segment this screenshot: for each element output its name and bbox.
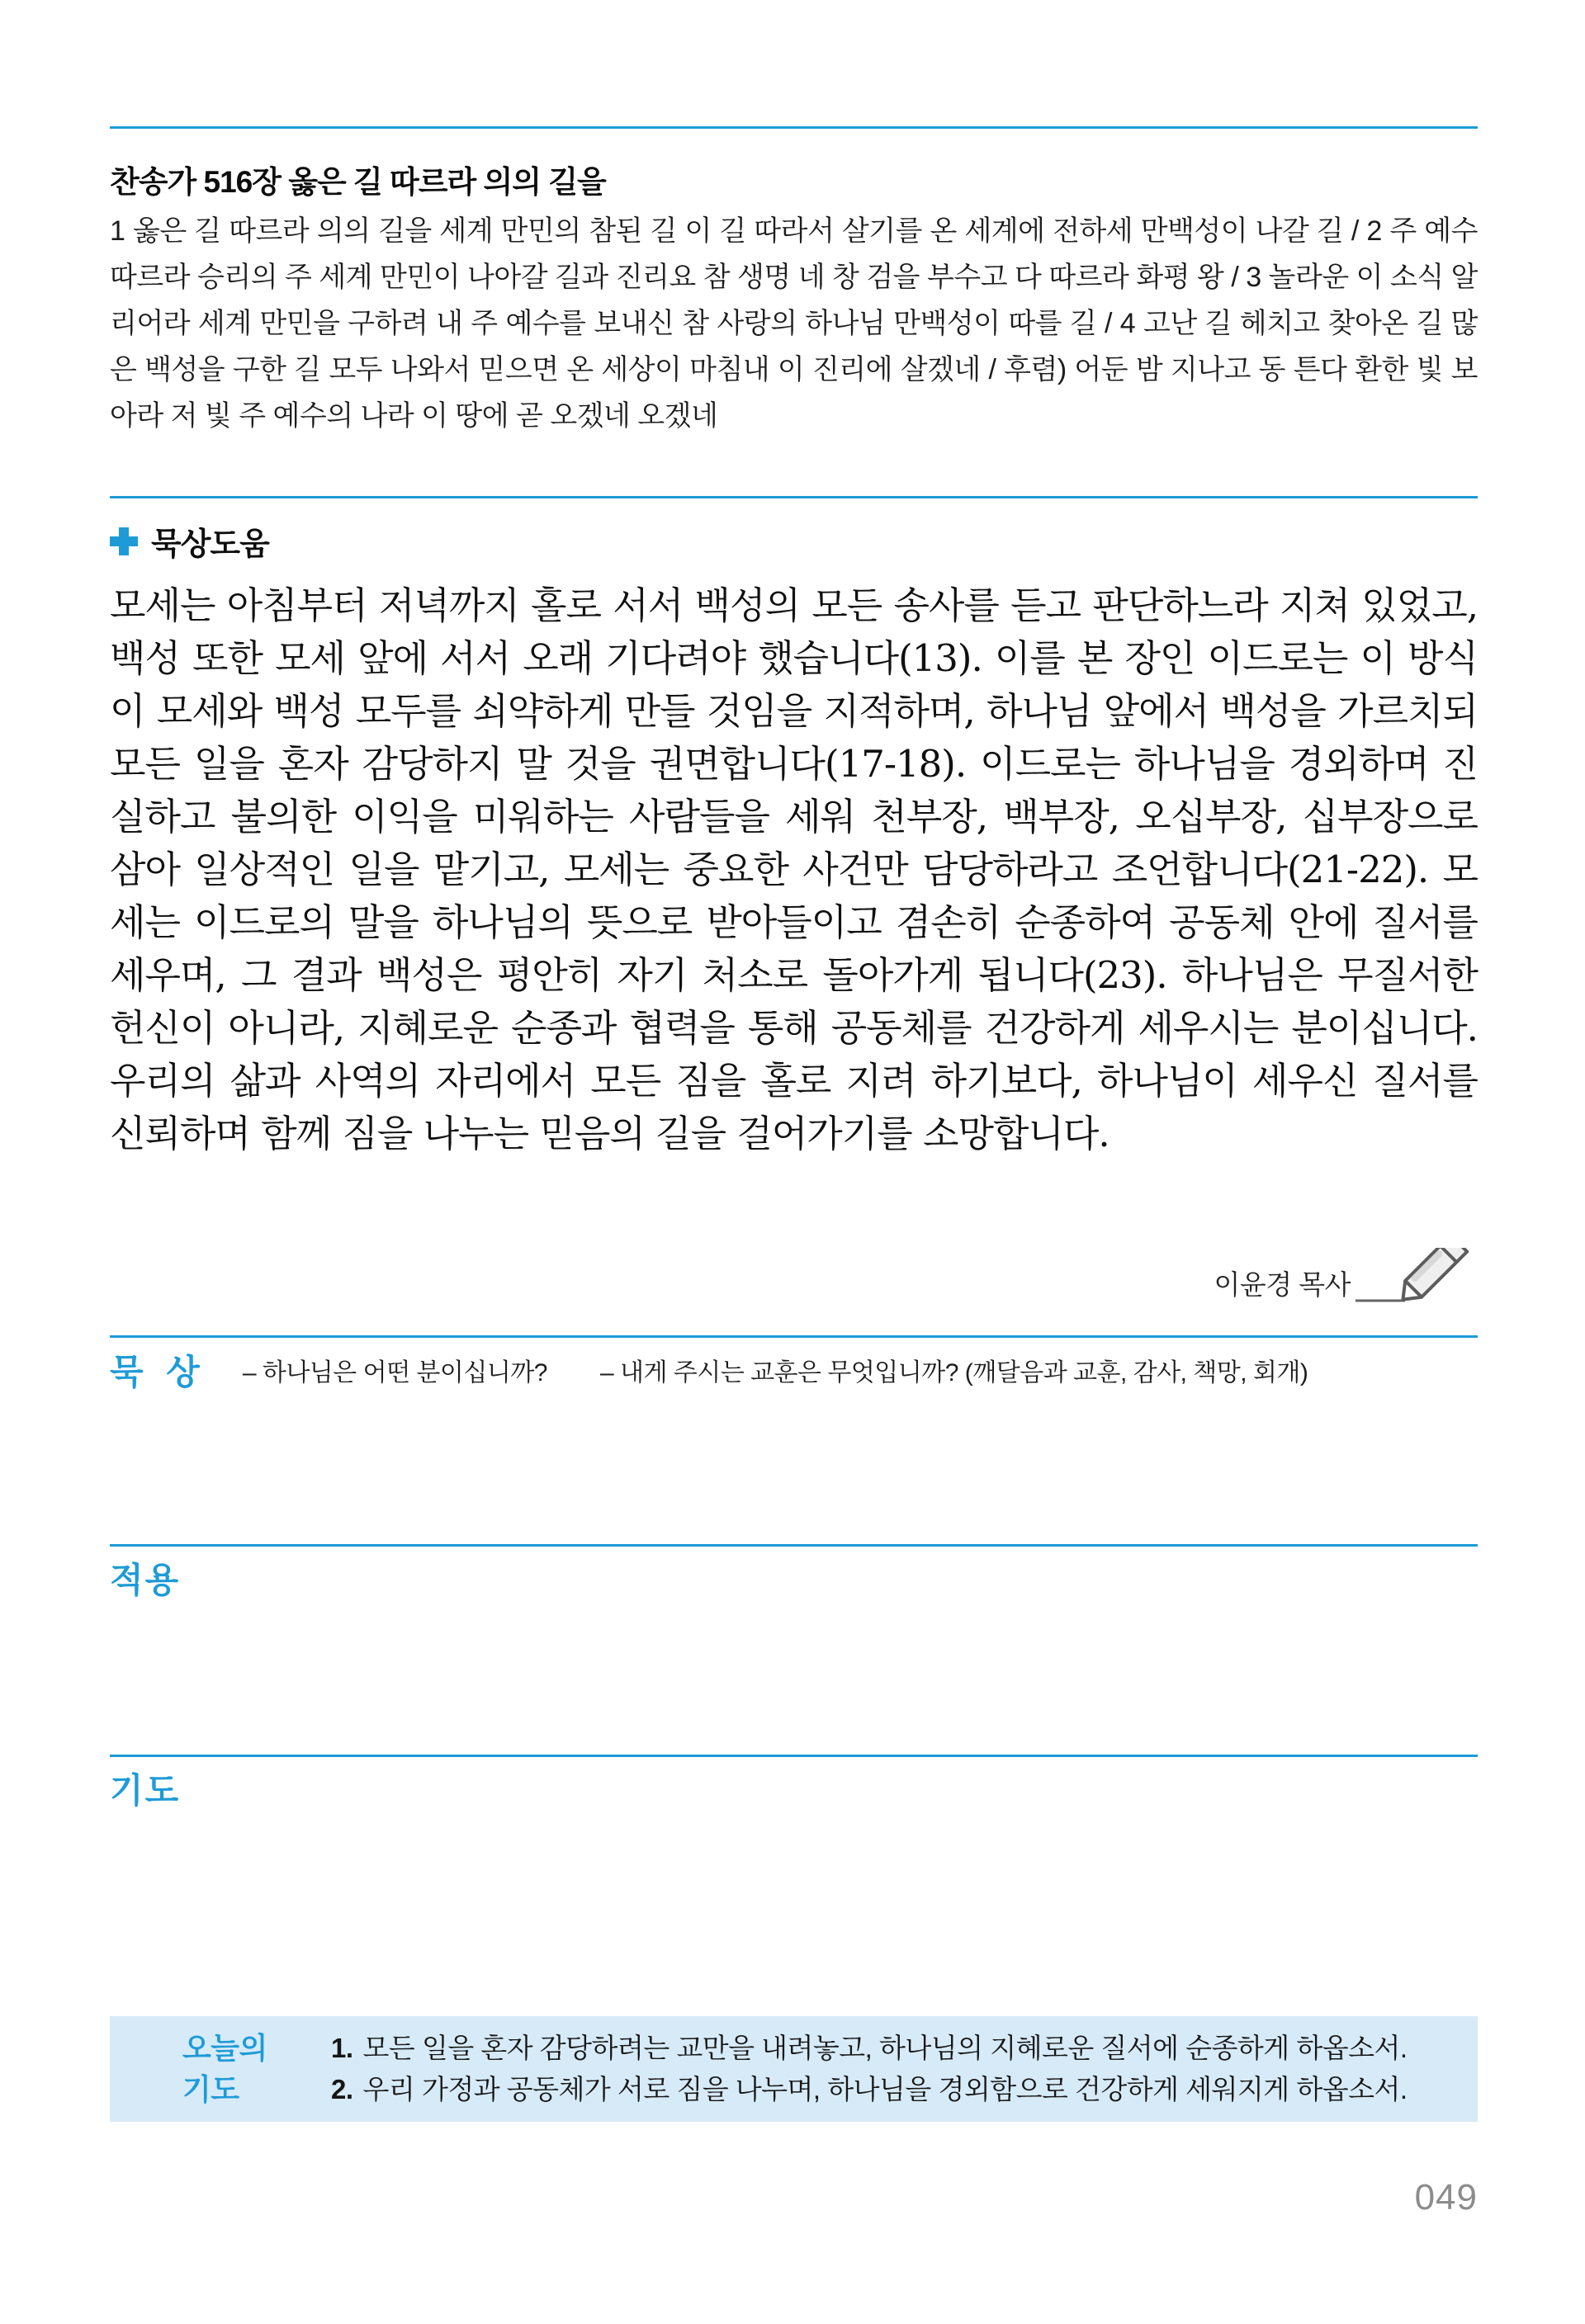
muksang-divider [110, 1335, 1478, 1338]
today-prayer-label-line1: 오늘의 [182, 2031, 267, 2065]
jeokyong-label: 적용 [110, 1561, 181, 1599]
meditation-divider [110, 496, 1478, 498]
prayer-item-2 [331, 2069, 1453, 2110]
gido-divider [110, 1755, 1478, 1757]
muksang-question-2: – 내게 주시는 교훈은 무엇입니까? (깨달음과 교훈, 감사, 책망, 회개) [599, 1359, 1308, 1386]
page-number: 049 [1414, 2177, 1478, 2218]
plus-icon [110, 527, 138, 555]
muksang-section [110, 1345, 1478, 1395]
prayer-item-1-text: 모든 일을 혼자 감당하려는 교만을 내려놓고, 하나님의 지혜로운 질서에 순종하게 하옵소서. [362, 2033, 1408, 2063]
top-divider [110, 126, 1478, 129]
prayer-item-1-number: 1. [331, 2033, 353, 2063]
prayer-item-2-text: 우리 가정과 공동체가 서로 짐을 나누며, 하나님을 경외함으로 건강하게 세워지게 하옵소서. [362, 2074, 1408, 2104]
jeokyong-divider [110, 1544, 1478, 1547]
hymn-lyrics: 1 옳은 길 따르라 의의 길을 세계 만민의 참된 길 이 길 따라서 살기를 온 세계에 전하세 만백성이 나갈 길 / 2 주 예수 따르라 승리의 주 세계 만민이 나아갈 길과 진리요 참 생명 네 창 검을 부수고 다 따르라 화평 왕 / 3 놀라운 이 소식 알리어라 세계 만민을 구하려 내 주 예수를 보내신 참 사랑의 하나님 만백성이 따를 길 / 4 고난 길 헤치고 찾아온 길 많은 백성을 구한 길 모두 나와서 믿으면 온 세상이 마침내 이 진리에 살겠네 / 후렴) 어둔 밤 지나고 동 튼다 환한 빛 보아라 저 빛 주 예수의 나라 이 땅에 곧 오겠네 오겠네 [110, 215, 1478, 432]
muksang-question-1: – 하나님은 어떤 분이십니까? [242, 1359, 547, 1386]
pencil-icon [1354, 1248, 1478, 1307]
today-prayer-items [331, 2028, 1453, 2110]
today-prayer-box [110, 2016, 1478, 2122]
author-name: 이윤경 목사 [1214, 1269, 1351, 1300]
meditation-help-label: 묵상도움 [151, 527, 269, 562]
prayer-item-2-number: 2. [331, 2074, 353, 2104]
today-prayer-label-line2: 기도 [182, 2072, 239, 2106]
author-row [110, 1248, 1478, 1307]
hymn-title: 찬송가 516장 옳은 길 따르라 의의 길을 [110, 165, 606, 199]
prayer-item-1 [331, 2028, 1453, 2069]
meditation-help-header [110, 518, 1478, 564]
muksang-label: 묵 상 [110, 1353, 206, 1391]
gido-label: 기도 [110, 1771, 181, 1810]
today-prayer-label [182, 2028, 331, 2110]
meditation-body: 모세는 아침부터 저녁까지 홀로 서서 백성의 모든 송사를 듣고 판단하느라 지쳐 있었고, 백성 또한 모세 앞에 서서 오래 기다려야 했습니다(13). 이를 본 장인 이드로는 이 방식이 모세와 백성 모두를 쇠약하게 만들 것임을 지적하며, 하나님 앞에서 백성을 가르치되 모든 일을 혼자 감당하지 말 것을 권면합니다(17-18). 이드로는 하나님을 경외하며 진실하고 불의한 이익을 미워하는 사람들을 세워 천부장, 백부장, 오십부장, 십부장으로 삼아 일상적인 일을 맡기고, 모세는 중요한 사건만 담당하라고 조언합니다(21-22). 모세는 이드로의 말을 하나님의 뜻으로 받아들이고 겸손히 순종하여 공동체 안에 질서를 세우며, 그 결과 백성은 평안히 자기 처소로 돌아가게 됩니다(23). 하나님은 무질서한 헌신이 아니라, 지혜로운 순종과 협력을 통해 공동체를 건강하게 세우시는 분이십니다. 우리의 삶과 사역의 자리에서 모든 짐을 홀로 지려 하기보다, 하나님이 세우신 질서를 신뢰하며 함께 짐을 나누는 믿음의 길을 걸어가기를 소망합니다. [110, 583, 1478, 1155]
